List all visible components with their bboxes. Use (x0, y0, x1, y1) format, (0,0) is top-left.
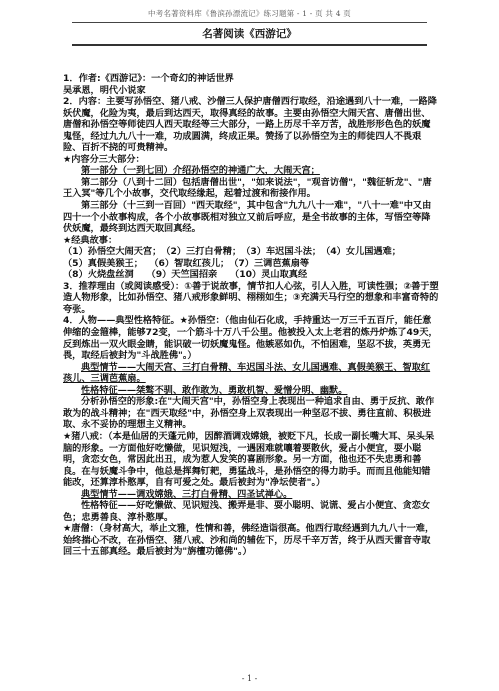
character-bajie: ★猪八戒：（本是仙居的天蓬元帅，因醉酒调戏嫦娥，被贬下凡，长成一副长嘴大耳、呆头呆脑的形象。一方面他好吃懒做，见识短浅，一遇困难就嚷着要散伙，爱占小便宜，耍小聪明，贪恋女色，常因此出丑，成为惹人发笑的喜剧形象。另一方面，他也还不失忠勇和善良。在与妖魔斗争中，他总是挥舞钉耙，勇猛战斗，是孙悟空的得力助手。而而且他能知错能改，还算淳朴憨厚，自有可爱之处。最后被封为"净坛使者"。） (63, 430, 435, 489)
character-wukong: 4．人物——典型性格特征。★孙悟空：（他由仙石化成，手持重达一万三千五百斤，能任意伸缩的金箍棒，能够72变，一个筋斗十万八千公里。他被投入太上老君的炼丹炉炼了49天，反到炼出一双火眼金睛，能识破一切妖魔鬼怪。他嫉恶如仇，不怕困难，坚忍不拔，英勇无畏，取经后被封为"斗战胜佛"。） (63, 315, 438, 362)
classics-line-3 (63, 269, 439, 281)
part-3: 第三部分（十三到一百回）"西天取经"，其中包含"九九八十一难"，"八十一难"中又由四十一个小故事构成，各个小故事既相对独立又前后呼应，是全书故事的主体，写悟空等降伏妖魔，最终到达西天取回真经。 (63, 200, 432, 235)
bajie-trait: 性格特征——好吃懒做、见识短浅、搬弄是非、耍小聪明、说谎、爱占小便宜、贪恋女色；忠勇善良、淳朴憨厚。 (63, 500, 431, 523)
story-item: （5）真假美猴王； (63, 257, 143, 269)
recommend-reasons: 3．推荐理由（或阅读感受）：①善于说故事，情节扣人心弦，引人入胜，可读性强；②善于塑造人物形象，比如孙悟空、猪八戒形象鲜明、栩栩如生；③充满天马行空的想象和丰富奇特的夸张。 (63, 280, 439, 315)
document-body (63, 73, 439, 558)
wukong-analysis: 分析孙悟空的形象:在"大闹天宫"中，孙悟空身上表现出一种追求自由、勇于反抗、敢作敢为的战斗精神；在"西天取经"中，孙悟空身上双表现出一种坚忍不拔、勇往直前、积极进取、永不妥协的理想主义精神。 (63, 396, 435, 431)
story-item: （2）三打白骨精； (161, 246, 242, 258)
parts-header: ★内容分三大部分： (63, 153, 145, 165)
content-intro: 2．内容：主要写孙悟空、猪八戒、沙僧三人保护唐僧西行取经，沿途遇到八十一难，一路降妖伏魔，化险为夷，最后到达西天，取得真经的故事。主要由孙悟空大闹天宫、唐僧出世、唐僧和孙悟空等师徒四人西天取经等三大部分，一路上历尽千辛万苦，战胜形形色色的妖魔鬼怪，经过九九八十一难，功成圆满，终成正果。赞扬了以孙悟空为主的师徒四人不畏艰险、百折不挠的可贵精神。 (63, 96, 437, 154)
story-item: （6）智取红孩儿； (149, 257, 230, 269)
title-rule (72, 44, 427, 46)
story-item: （10）灵山取真经 (230, 269, 308, 281)
story-item: （8）火烧盘丝洞 (63, 269, 134, 281)
page-title: 名著阅读《西游记》 (202, 28, 297, 40)
story-item: （7）三调芭蕉扇等 (229, 257, 310, 269)
classics-header: ★经典故事： (63, 234, 118, 246)
page-number: - 1 - (241, 674, 258, 683)
story-item: （4）女儿国遇难； (321, 246, 401, 258)
author-line: 1．作者:《西游记》：一个奇幻的神话世界 (63, 73, 234, 84)
bajie-plot: 典型情节——调戏嫦娥、三打白骨精、四圣试禅心。 (81, 488, 293, 500)
author-sub: 吴承恩，明代小说家 (63, 84, 146, 96)
character-tangseng: ★唐僧：（身材高大，举止文雅，性情和善，佛经造诣很高。他西行取经遇到九九八十一难，始终揣心不改，在孙悟空、猪八戒、沙和尚的辅佐下，历尽千辛万苦，终于从西天雷音寺取回三十五部真经。最后被封为"旃檀功德佛"。） (63, 523, 435, 558)
story-item: （1）孙悟空大闹天宫； (63, 246, 162, 258)
wukong-plot: 典型情节——大闹天宫、三打白骨精、车迟国斗法、女儿国遇难、真假美猴王、智取红孩儿、三调芭蕉扇。 (63, 361, 431, 385)
classics-line-1 (63, 246, 439, 258)
part-2: 第二部分（八到十二回）包括唐僧出世"，"如来说法"，"观音访僧"，"魏征斩龙"、"唐王入冥"等几个小故事，交代取经缘起，起着过渡和衔接作用。 (63, 176, 432, 200)
page-header: 中考名著资料库《鲁滨孙漂流记》练习题第 - 1 - 页 共 4 页 (148, 9, 351, 18)
story-item: （3）车迟国斗法； (241, 246, 322, 258)
story-item: （9）天竺国招亲 (146, 269, 218, 281)
wukong-trait: 性格特征——桀骜不驯、敢作敢为、勇敢机智、爱憎分明、幽默。 (81, 384, 348, 396)
classics-line-2 (63, 258, 439, 270)
part-1: 第一部分（一到七回）介绍孙悟空的神通广大，大闹天宫； (81, 165, 320, 177)
header-rule (72, 22, 427, 23)
